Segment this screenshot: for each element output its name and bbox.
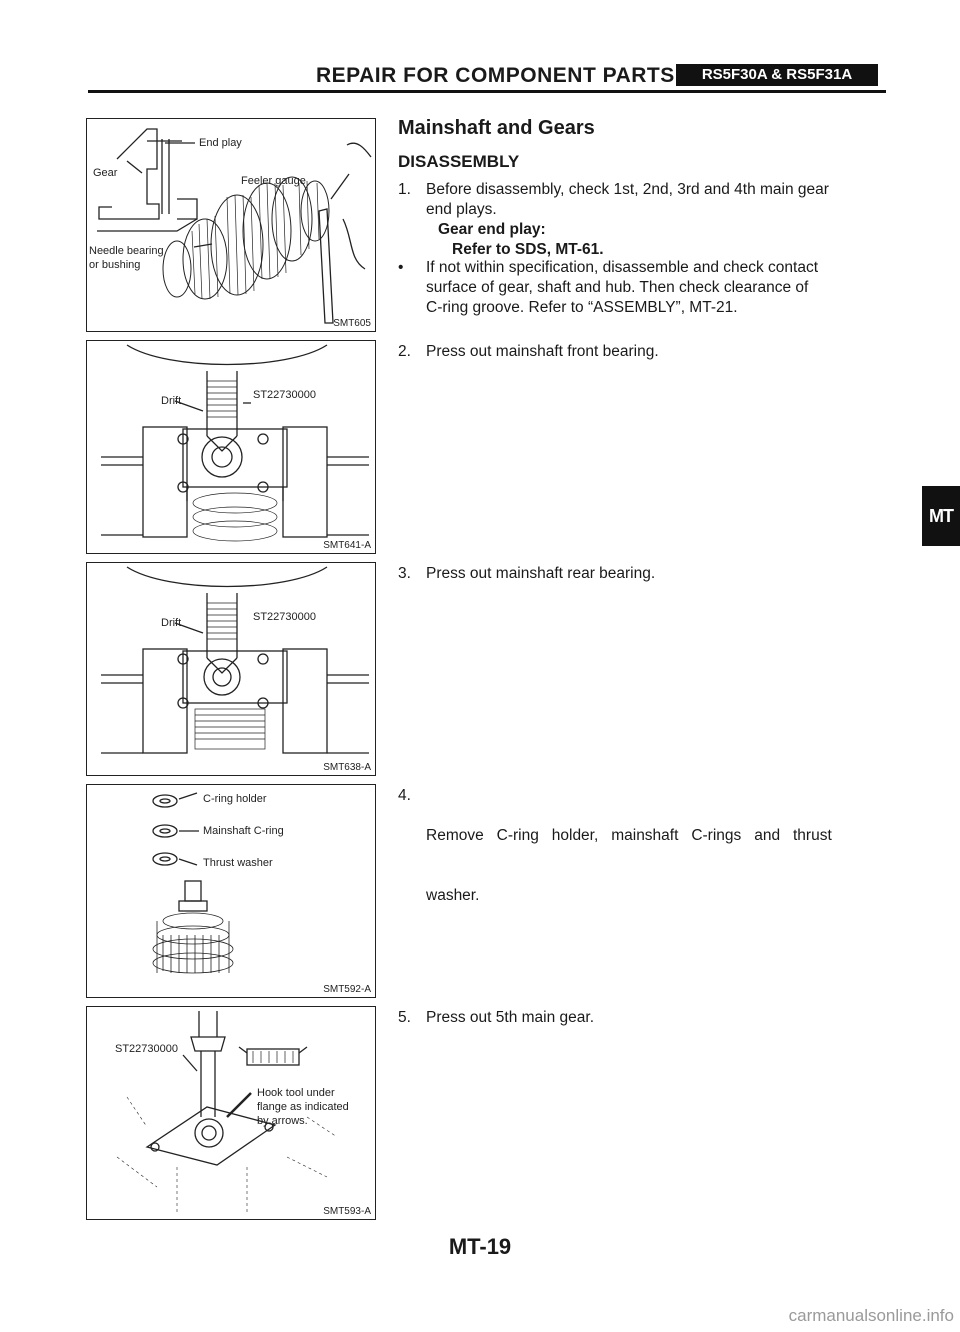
step-text-line: Before disassembly, check 1st, 2nd, 3rd and 4th main gear — [426, 181, 829, 198]
step-text-line: Press out 5th main gear. — [426, 1009, 595, 1026]
note-text-line: If not within specification, disassemble and check contact — [426, 259, 819, 276]
figure-press-front-bearing — [86, 340, 376, 554]
label-mainshaft-c-ring: Mainshaft C-ring — [203, 825, 284, 837]
step-number: 4. — [398, 787, 411, 804]
label-tool-number: ST22730000 — [253, 611, 316, 623]
label-needle-bearing: Needle bearing — [89, 245, 164, 257]
step-5 — [398, 1008, 898, 1032]
figure-code: SMT593-A — [323, 1206, 371, 1217]
press-rear-bearing-illustration — [87, 563, 375, 775]
spec-value: Refer to SDS, MT-61. — [452, 241, 604, 258]
bullet-mark: • — [398, 259, 404, 276]
step-number: 3. — [398, 565, 411, 582]
label-drift: Drift — [161, 617, 182, 629]
label-end-play: End play — [199, 137, 242, 149]
step-1 — [398, 180, 898, 270]
page-number: MT-19 — [448, 1234, 512, 1259]
figure-code: SMT592-A — [323, 984, 371, 995]
step-text-line: end plays. — [426, 201, 497, 218]
note-text-line: surface of gear, shaft and hub. Then check clearance of — [426, 279, 809, 296]
label-flange: flange as indicated — [257, 1101, 349, 1113]
spec-label: Gear end play: — [438, 221, 546, 238]
step-text-line: Press out mainshaft rear bearing. — [426, 565, 656, 582]
label-gear: Gear — [93, 167, 118, 179]
figure-code: SMT605 — [333, 318, 371, 329]
step-3 — [398, 564, 898, 588]
note-text-line: C-ring groove. Refer to “ASSEMBLY”, MT-21. — [426, 299, 738, 316]
figure-press-rear-bearing — [86, 562, 376, 776]
step-number: 5. — [398, 1009, 411, 1026]
section-tab-mt[interactable]: MT — [922, 486, 960, 546]
step-2 — [398, 342, 898, 366]
step-number: 2. — [398, 343, 411, 360]
figure-gear-end-play — [86, 118, 376, 332]
label-drift: Drift — [161, 395, 182, 407]
press-front-bearing-illustration — [87, 341, 375, 553]
step-text-line: Press out mainshaft front bearing. — [426, 343, 659, 360]
step-number: 1. — [398, 181, 411, 198]
label-or-bushing: or bushing — [89, 259, 141, 271]
label-hook-tool: Hook tool under — [257, 1087, 335, 1099]
figure-press-5th-gear — [86, 1006, 376, 1220]
figure-code: SMT641-A — [323, 540, 371, 551]
section-title: Mainshaft and Gears — [398, 117, 595, 139]
press-5th-gear-illustration — [87, 1007, 375, 1219]
figure-c-ring-removal — [86, 784, 376, 998]
label-tool-number: ST22730000 — [253, 389, 316, 401]
label-by-arrows: by arrows. — [257, 1115, 308, 1127]
step-text-line: washer. — [426, 887, 480, 904]
gear-end-play-illustration — [87, 119, 375, 331]
model-badge: RS5F30A & RS5F31A — [676, 64, 878, 86]
step-text-line: Remove C-ring holder, mainshaft C-rings and thrust — [426, 827, 832, 844]
label-tool-number: ST22730000 — [115, 1043, 178, 1055]
section-subtitle: DISASSEMBLY — [398, 152, 520, 171]
figure-code: SMT638-A — [323, 762, 371, 773]
label-c-ring-holder: C-ring holder — [203, 793, 267, 805]
label-thrust-washer: Thrust washer — [203, 857, 273, 869]
header-title: REPAIR FOR COMPONENT PARTS — [316, 64, 675, 87]
label-feeler-gauge: Feeler gauge — [241, 175, 306, 187]
header-rule — [88, 90, 886, 93]
step-4 — [398, 786, 898, 904]
page-header — [88, 62, 886, 92]
note-bullet — [398, 258, 898, 322]
c-ring-removal-illustration — [87, 785, 375, 997]
watermark-link[interactable]: carmanualsonline.info — [788, 1306, 954, 1325]
